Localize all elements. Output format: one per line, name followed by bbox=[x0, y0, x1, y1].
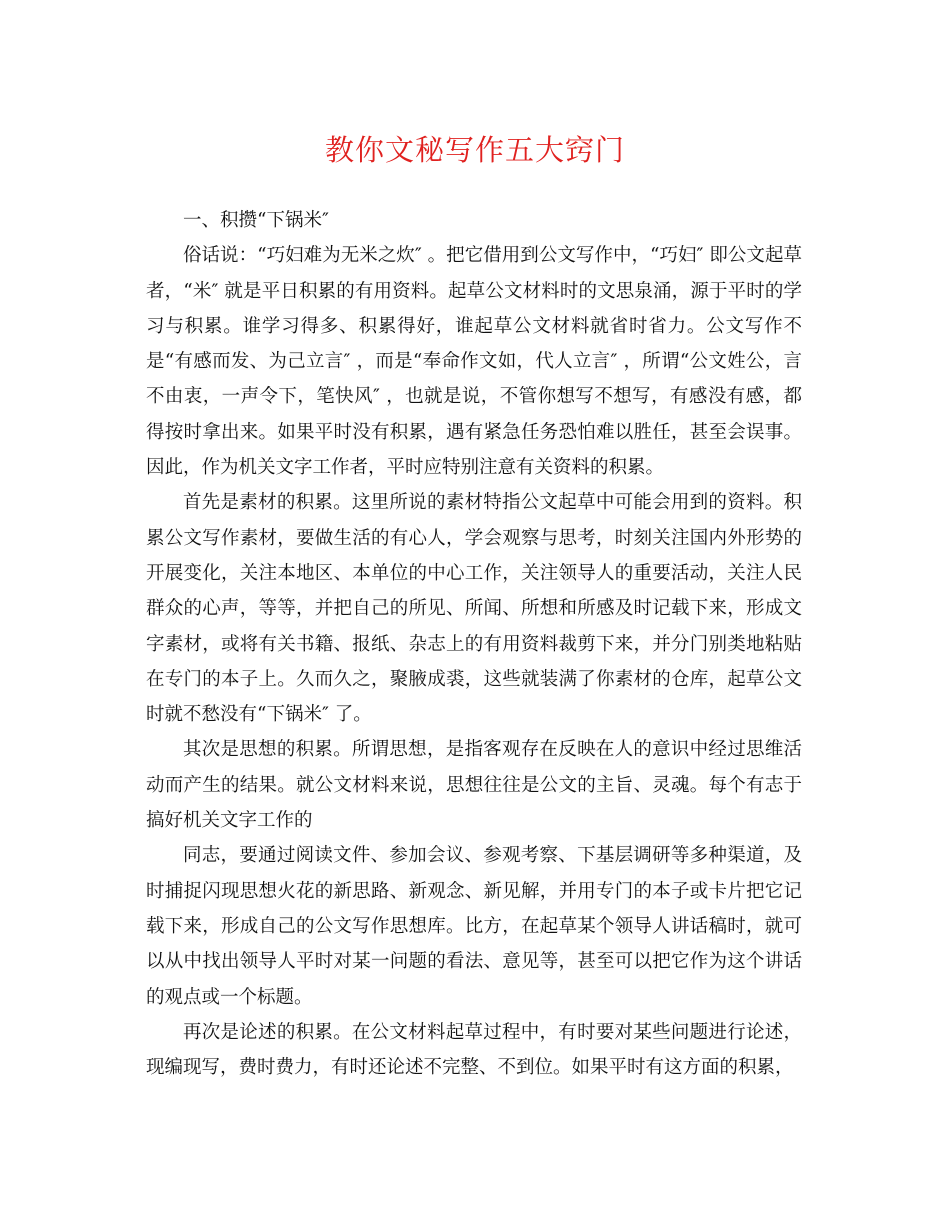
document-body bbox=[146, 203, 802, 1085]
body-paragraph: 再次是论述的积累。在公文材料起草过程中，有时要对某些问题进行论述，现编现写，费时费力，有时还论述不完整、不到位。如果平时有这方面的积累， bbox=[146, 1021, 802, 1079]
body-paragraph: 首先是素材的积累。这里所说的素材特指公文起草中可能会用到的资料。积累公文写作素材，要做生活的有心人，学会观察与思考，时刻关注国内外形势的开展变化，关注本地区、本单位的中心工作，关注领导人的重要活动，关注人民群众的心声，等等，并把自己的所见、所闻、所想和所感及时记载下来，形成文字素材，或将有关书籍、报纸、杂志上的有用资料裁剪下来，并分门别类地粘贴在专门的本子上。久而久之，聚腋成裘，这些就装满了你素材的仓库，起草公文时就不愁没有“下锅米″ 了。 bbox=[146, 492, 802, 726]
body-paragraph: 俗话说：“巧妇难为无米之炊″ 。把它借用到公文写作中，“巧妇″ 即公文起草者，“米″ 就是平日积累的有用资料。起草公文材料时的文思泉涌，源于平时的学习与积累。谁学习得多、积累得好，谁起草公文材料就省时省力。公文写作不是“有感而发、为己立言″ ，而是“奉命作文如，代人立言″ ，所谓“公文姓公，言不由衷，一声令下，笔快风″ ，也就是说，不管你想写不想写，有感没有感，都得按时拿出来。如果平时没有积累，遇有紧急任务恐怕难以胜任，甚至会误事。因此，作为机关文字工作者，平时应特别注意有关资料的积累。 bbox=[146, 245, 802, 479]
body-paragraph: 同志，要通过阅读文件、参加会议、参观考察、下基层调研等多种渠道，及时捕捉闪现思想火花的新思路、新观念、新见解，并用专门的本子或卡片把它记载下来，形成自己的公文写作思想库。比方，在起草某个领导人讲话稿时，就可以从中找出领导人平时对某一问题的看法、意见等，甚至可以把它作为这个讲话的观点或一个标题。 bbox=[146, 845, 802, 1008]
document-title: 教你文秘写作五大窍门 bbox=[324, 133, 625, 167]
body-paragraph: 其次是思想的积累。所谓思想，是指客观存在反映在人的意识中经过思维活动而产生的结果。就公文材料来说，思想往往是公文的主旨、灵魂。每个有志于搞好机关文字工作的 bbox=[146, 739, 802, 832]
section-heading: 一、积攒“下锅米″ bbox=[183, 210, 329, 231]
